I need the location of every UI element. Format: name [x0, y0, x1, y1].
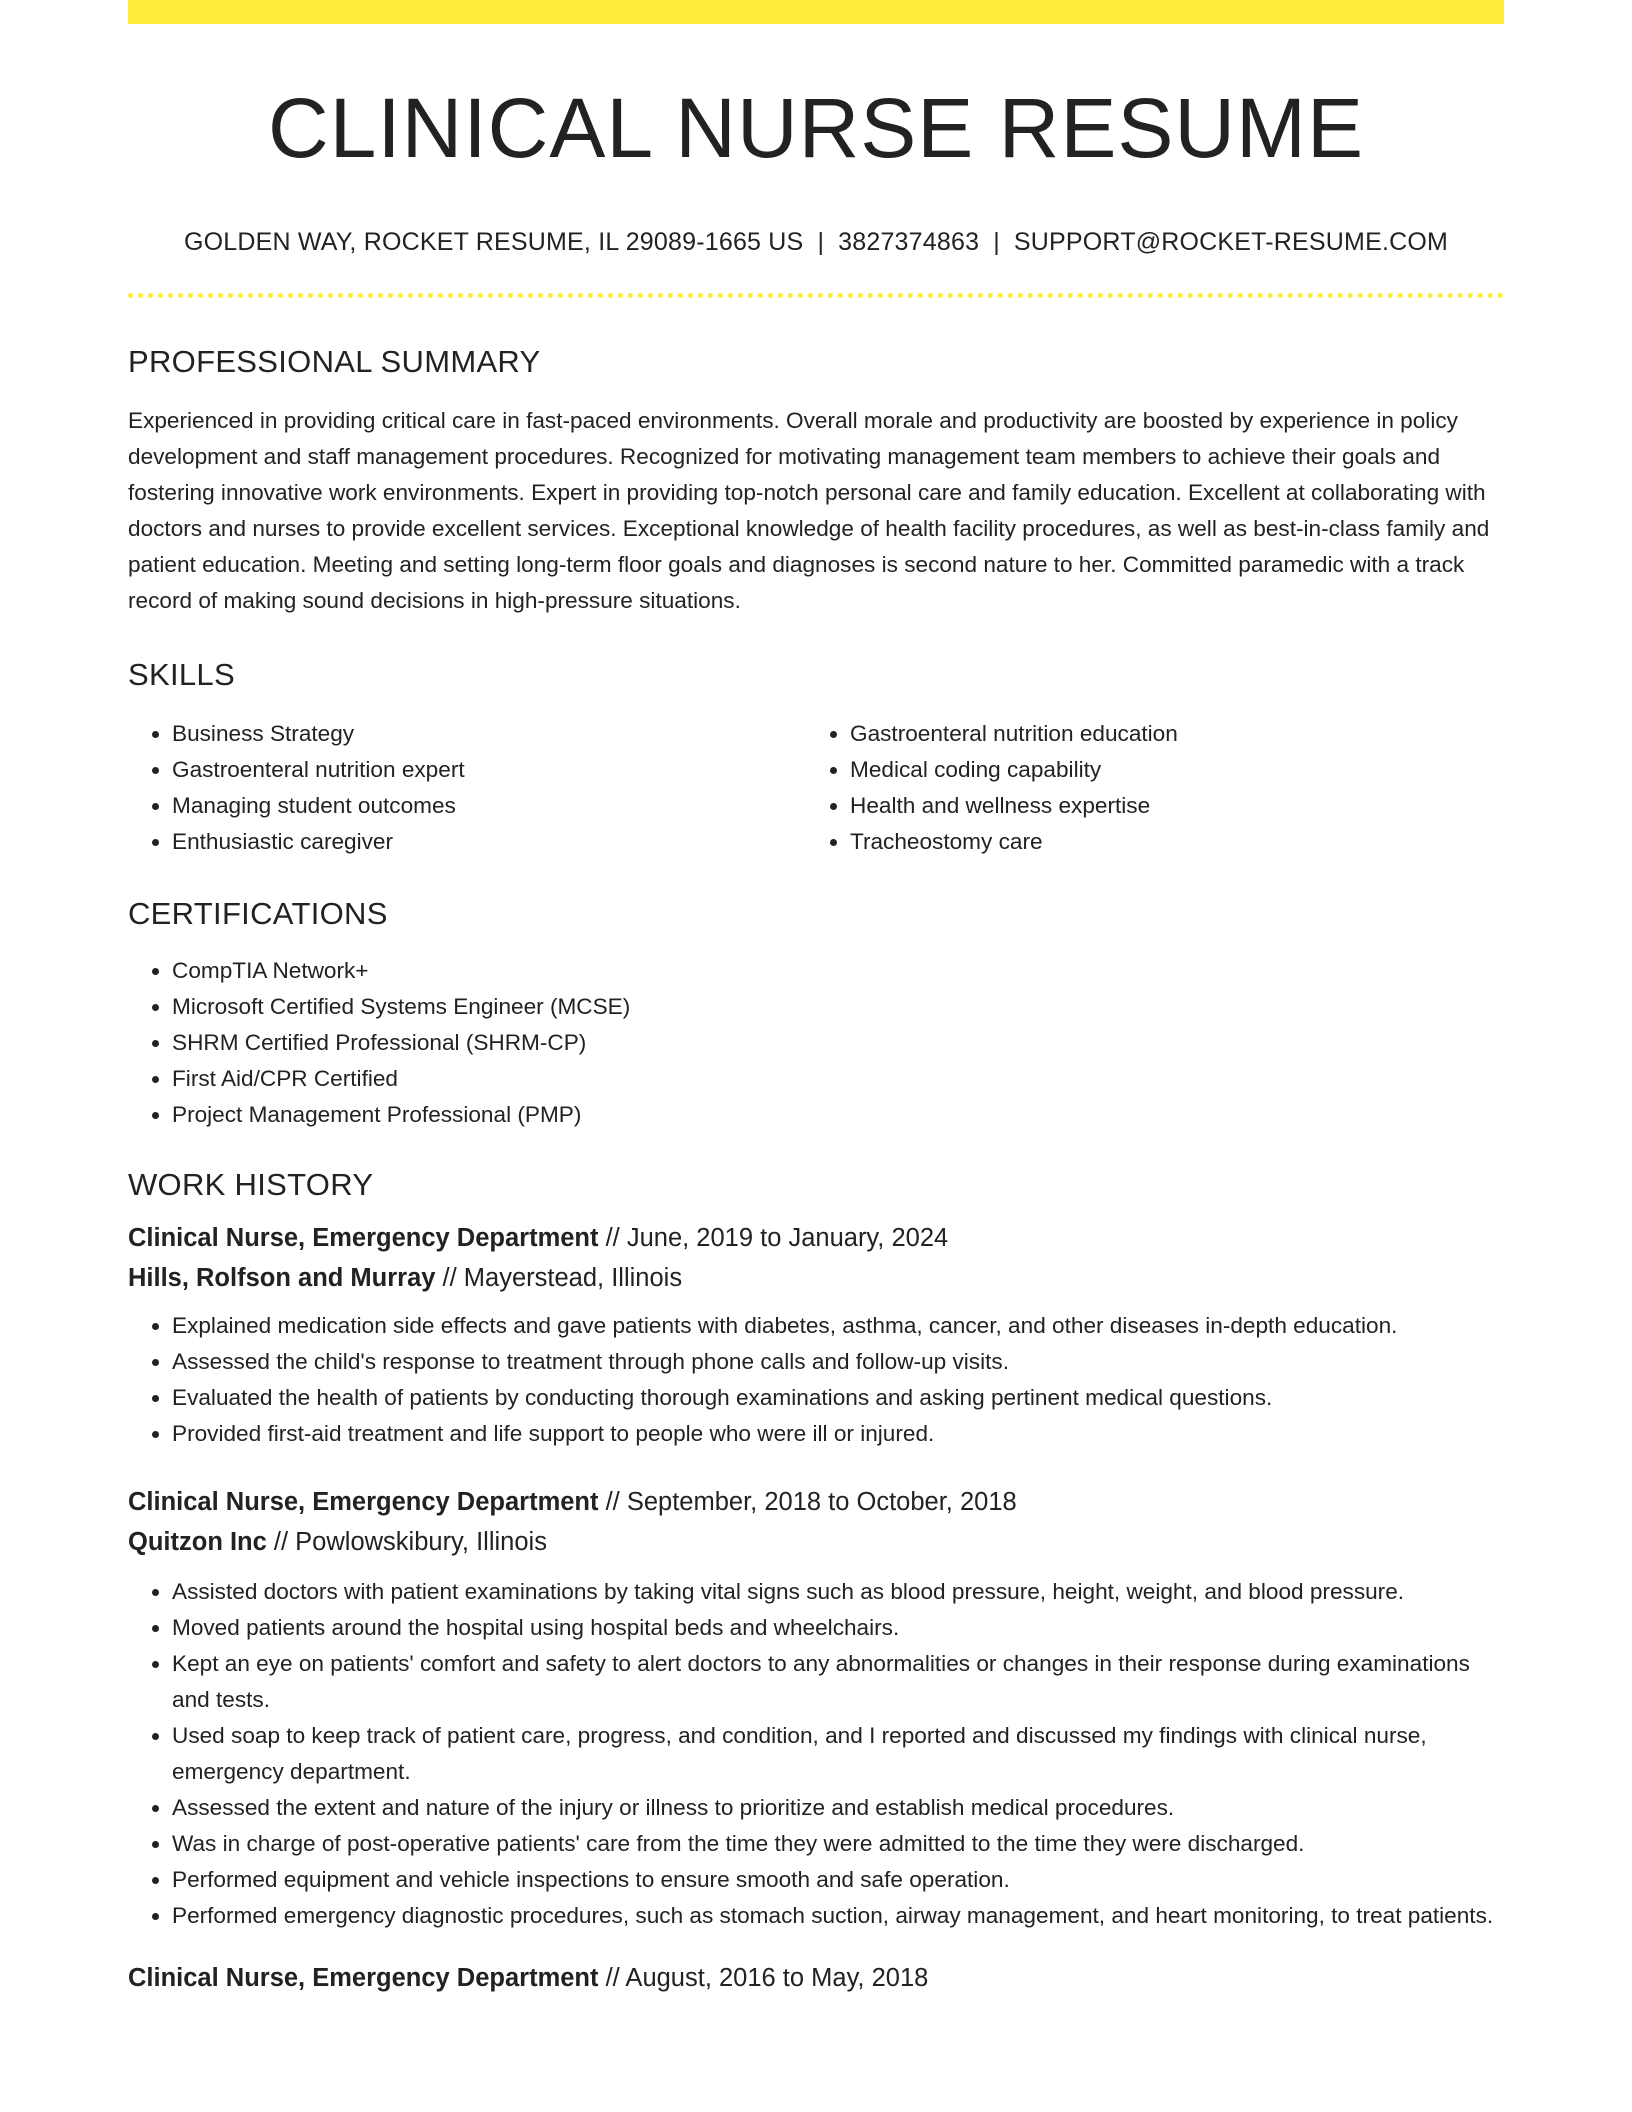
summary-text: Experienced in providing critical care in fast-paced environments. Overall morale and productivity are boosted by experience in policy development and staff management procedures. Recognized for motivating management team members to achieve their goals and fostering innovative work environments. Expert in providing top-notch personal care and family education. Excellent at collaborating with doctors and nurses to provide excellent services. Exceptional knowledge of health facility procedures, as well as best-in-class family and patient education. Meeting and setting long-term floor goals and diagnoses is second nature to her. Committed paramedic with a track record of making sound decisions in high-pressure situations. [128, 408, 1490, 613]
skill-item: • Medical coding capability [850, 752, 1484, 788]
job-bullet: • Assessed the extent and nature of the injury or illness to prioritize and establish medical procedures. [172, 1790, 1504, 1826]
contact-address: GOLDEN WAY, ROCKET RESUME, IL 29089-1665 US [183, 228, 804, 256]
job-company: Hills, Rolfson and Murray [128, 1264, 436, 1292]
job-bullet: • Evaluated the health of patients by conducting thorough examinations and asking pertinent medical questions. [172, 1380, 1504, 1416]
job-dates: // August, 2016 to May, 2018 [598, 1964, 929, 1992]
job-company: Quitzon Inc [128, 1528, 267, 1556]
contact-line [128, 230, 1504, 255]
skill-item: • Business Strategy [172, 716, 806, 752]
job-bullet: • Was in charge of post-operative patients' care from the time they were admitted to the time they were discharged. [172, 1826, 1504, 1862]
work-history-heading: WORK HISTORY [128, 1167, 374, 1202]
skill-item: • Tracheostomy care [850, 824, 1484, 860]
certifications-list [128, 953, 1504, 1133]
job-company-line [128, 1522, 1504, 1562]
certification-item: • First Aid/CPR Certified [172, 1061, 1504, 1097]
contact-email: SUPPORT@ROCKET-RESUME.COM [1013, 228, 1449, 256]
job-dates: // September, 2018 to October, 2018 [598, 1488, 1017, 1516]
skill-item: • Managing student outcomes [172, 788, 806, 824]
job-bullet: • Kept an eye on patients' comfort and safety to alert doctors to any abnormalities or changes in their response during examinations and tests. [172, 1646, 1504, 1718]
skills-heading: SKILLS [128, 657, 235, 692]
skill-item: • Health and wellness expertise [850, 788, 1484, 824]
job-bullets [128, 1308, 1504, 1452]
job-bullet: • Moved patients around the hospital using hospital beds and wheelchairs. [172, 1610, 1504, 1646]
job-location: // Powlowskibury, Illinois [266, 1528, 547, 1556]
skills-list-left [128, 716, 806, 860]
certification-item: • CompTIA Network+ [172, 953, 1504, 989]
contact-phone: 3827374863 [838, 228, 980, 256]
contact-separator: | [993, 228, 1000, 256]
skills-column-right [806, 716, 1484, 860]
job-title-line [128, 1482, 1504, 1522]
job-dates: // June, 2019 to January, 2024 [598, 1224, 949, 1252]
job-bullet: • Provided first-aid treatment and life support to people who were ill or injured. [172, 1416, 1504, 1452]
job-company-line [128, 1258, 1504, 1298]
job-role: Clinical Nurse, Emergency Department [128, 1224, 599, 1252]
skills-columns [128, 716, 1504, 860]
skill-item: • Gastroenteral nutrition expert [172, 752, 806, 788]
certification-item: • Microsoft Certified Systems Engineer (MCSE) [172, 989, 1504, 1025]
summary-heading: PROFESSIONAL SUMMARY [128, 344, 541, 379]
skills-column-left [128, 716, 806, 860]
certification-item: • SHRM Certified Professional (SHRM-CP) [172, 1025, 1504, 1061]
job-bullet: • Explained medication side effects and gave patients with diabetes, asthma, cancer, and other diseases in-depth education. [172, 1308, 1504, 1344]
skill-item: • Gastroenteral nutrition education [850, 716, 1484, 752]
job-bullet: • Assessed the child's response to treatment through phone calls and follow-up visits. [172, 1344, 1504, 1380]
job-title-line [128, 1958, 1504, 1998]
job-title-line [128, 1218, 1504, 1258]
resume-page [128, 0, 1504, 1998]
certification-item: • Project Management Professional (PMP) [172, 1097, 1504, 1133]
job-role: Clinical Nurse, Emergency Department [128, 1488, 599, 1516]
accent-top-bar [128, 0, 1504, 24]
job-bullet: • Assisted doctors with patient examinations by taking vital signs such as blood pressure, height, weight, and blood pressure. [172, 1574, 1504, 1610]
dotted-divider [128, 293, 1504, 298]
job-location: // Mayerstead, Illinois [435, 1264, 683, 1292]
job-bullets [128, 1574, 1504, 1934]
job-bullet: • Used soap to keep track of patient care, progress, and condition, and I reported and discussed my findings with clinical nurse, emergency department. [172, 1718, 1504, 1790]
certifications-heading: CERTIFICATIONS [128, 896, 388, 931]
job-role: Clinical Nurse, Emergency Department [128, 1964, 599, 1992]
resume-title: CLINICAL NURSE RESUME [267, 81, 1365, 175]
skill-item: • Enthusiastic caregiver [172, 824, 806, 860]
skills-list-right [806, 716, 1484, 860]
job-bullet: • Performed equipment and vehicle inspections to ensure smooth and safe operation. [172, 1862, 1504, 1898]
contact-separator: | [817, 228, 825, 256]
job-bullet: • Performed emergency diagnostic procedures, such as stomach suction, airway management, and heart monitoring, to treat patients. [172, 1898, 1504, 1934]
